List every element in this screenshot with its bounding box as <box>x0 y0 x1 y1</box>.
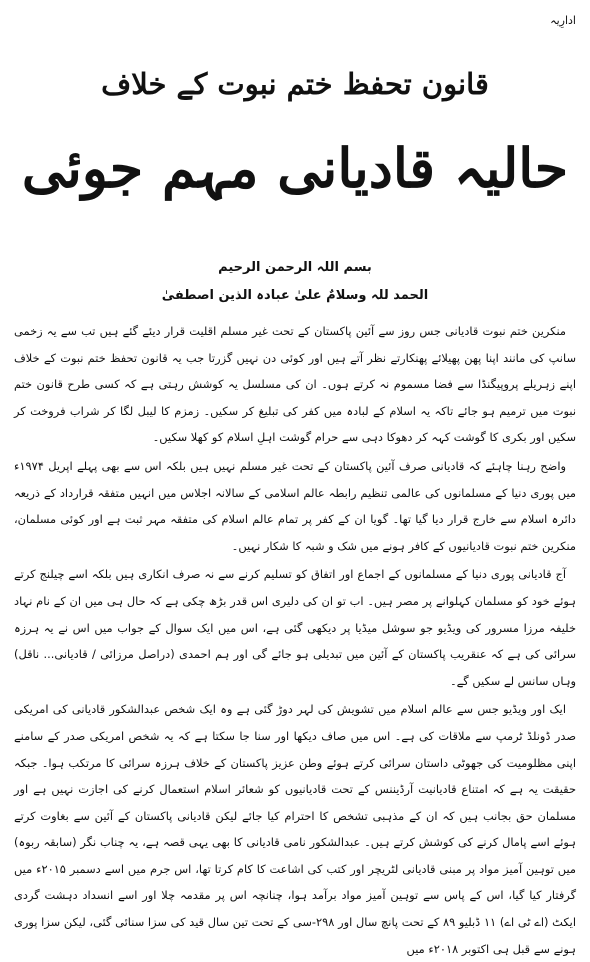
bismillah: بسم اللہ الرحمن الرحیم <box>218 260 372 275</box>
paragraph: واضح رہنا چاہئے کہ قادیانی صرف آئین پاکستان کے تحت غیر مسلم نہیں ہیں بلکہ اس سے بھی پہلے اپریل ۱۹۷۴ء میں پوری دنیا کے مسلمانوں کی عالمی تنظیم رابطہ عالم اسلامی کے سالانہ اجلاس میں انہیں متفقہ قرارداد کے ذریعہ دائرہ اسلام سے خارج قرار دیا گیا تھا۔ گویا ان کے کفر پر تمام عالم اسلام کی متفقہ مہر ثبت ہے اور کوئی مسلمان، منکرین ختم نبوت قادیانیوں کے کافر ہونے میں شک و شبہ کا شکار نہیں۔ <box>14 458 576 553</box>
article-body <box>14 318 576 956</box>
section-tag: ادارِیہ <box>550 14 576 27</box>
paragraph: ایک اور ویڈیو جس سے عالم اسلام میں تشویش کی لہر دوڑ گئی ہے وہ ایک شخص عبدالشکور قادیانی کی امریکی صدر ڈونلڈ ٹرمپ سے ملاقات کی ہے۔ اس میں صاف دیکھا اور سنا جا سکتا ہے کہ یہ شخص امریکی صدر کے سامنے اپنی مظلومیت کی جھوٹی داستان سرائی کرتے ہوئے وطن عزیز پاکستان کے خلاف ہرزہ سرائی کا مرتکب ہوا۔ جبکہ حقیقت یہ ہے کہ امتناع قادیانیت آرڈیننس کے تحت قادیانیوں کو شعائر اسلام استعمال کرنے کی اجازت نہیں ہے اور مسلمان حق بجانب ہیں کہ ان کے مذہبی تشخص کا احترام کیا جائے لیکن قادیانی پاکستان کے آئین سے بغاوت کرتے ہوئے اسے پامال کرنے کی کوشش کرتے ہیں۔ عبدالشکور نامی قادیانی کا بھی یہی قصہ ہے، یہ چناب نگر (سابقہ ربوہ) میں توہین آمیز مواد پر مبنی قادیانی لٹریچر اور کتب کی اشاعت کا کام کرتا تھا، اس جرم میں اسے دسمبر ۲۰۱۵ء میں گرفتار کیا گیا، اس کے پاس سے توہین آمیز مواد برآمد ہوا، چنانچہ اس پر مقدمہ چلا اور اسے انسداد دہشت گردی ایکٹ (اے ٹی اے) ۱۱ ڈبلیو ۸۹ کے تحت پانچ سال اور ۲۹۸-سی کے تحت تین سال قید کی سزا سنائی گئی، لیکن سزا پوری ہونے سے قبل ہی اکتوبر ۲۰۱۸ء میں <box>14 702 576 956</box>
hamd-line: الحمد للہ وسلامٌ علیٰ عبادہ الذین اصطفیٰ <box>161 288 429 303</box>
paragraph: آج قادیانی پوری دنیا کے مسلمانوں کے اجماع اور اتفاق کو تسلیم کرنے سے نہ صرف انکاری ہیں بلکہ اسے چیلنج کرتے ہوئے خود کو مسلمان کہلوانے پر مصر ہیں۔ اب تو ان کی دلیری اس قدر بڑھ چکی ہے کہ حال ہی میں ان کے نام نہاد خلیفہ مرزا مسرور کی ویڈیو جو سوشل میڈیا پر دیکھی گئی ہے، اس میں ایک سوال کے جواب میں اس نے یہ ہرزہ سرائی کی ہے کہ عنقریب پاکستان کے آئین میں تبدیلی ہو جائے گی اور ہم احمدی (دراصل مرزائی / قادیانی... ناقل) وہاں سانس لے سکیں گے۔ <box>14 567 576 688</box>
article-title: حالیہ قادیانی مہم جوئی <box>21 136 569 200</box>
paragraph: منکرین ختم نبوت قادیانی جس روز سے آئین پاکستان کے تحت غیر مسلم اقلیت قرار دیئے گئے ہیں تب سے یہ زخمی سانپ کی مانند اپنا پھن پھیلائے پھنکارتے نظر آتے ہیں اور کوئی دن نہیں گزرتا جب یہ قانون تحفظ ختم نبوت کے خلاف اپنے زہریلے پروپیگنڈا سے فضا مسموم نہ کرتے ہوں۔ ان کی مسلسل یہ کوشش رہتی ہے کہ کسی طرح قانون ختم نبوت میں ترمیم ہو جائے تاکہ یہ اسلام کے لبادہ میں کفر کی تبلیغ کر سکیں۔ زمزم کا لیبل لگا کر شراب فروخت کر سکیں اور بکری کا گوشت کہہ کر دھوکا دہی سے حرام گوشت اہلِ اسلام کو کھلا سکیں۔ <box>14 324 576 445</box>
article-subtitle: قانون تحفظ ختم نبوت کے خلاف <box>101 67 489 101</box>
